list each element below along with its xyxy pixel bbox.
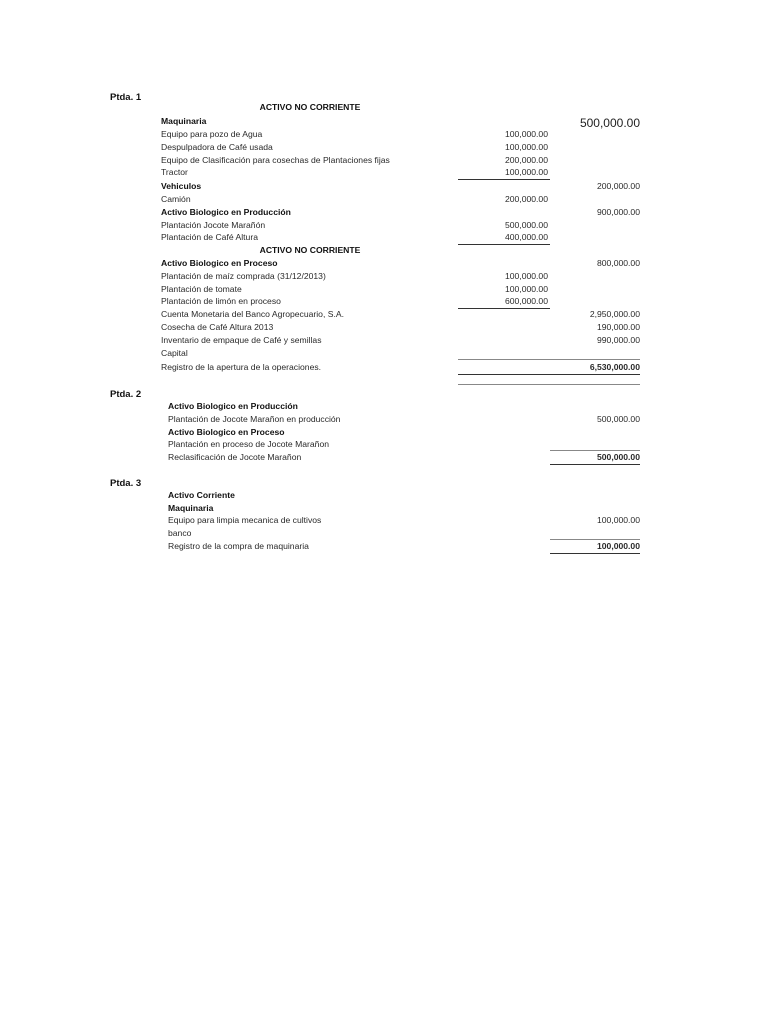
- account-heading: Activo Biologico en Producción: [161, 207, 291, 217]
- account-heading: Activo Biologico en Producción: [168, 401, 298, 411]
- underline: [458, 179, 550, 180]
- account-heading: Activo Biologico en Proceso: [168, 427, 285, 437]
- line-amount: 600,000.00: [504, 296, 548, 306]
- entry-label: Ptda. 3: [110, 478, 142, 489]
- account-total: 200,000.00: [596, 181, 640, 191]
- account-line: Cosecha de Café Altura 2013: [161, 322, 274, 332]
- line-amount: 100,000.00: [504, 271, 548, 281]
- account-heading: Activo Biologico en Proceso: [161, 258, 278, 268]
- account-line: Plantación de tomate: [161, 284, 242, 294]
- account-line: Plantación de Café Altura: [161, 232, 258, 242]
- entry-label: Ptda. 2: [110, 389, 142, 400]
- entry-description: Registro de la apertura de la operaciones.: [161, 362, 322, 372]
- line-amount: 100,000.00: [504, 284, 548, 294]
- entry-label: Ptda. 1: [110, 92, 142, 103]
- account-total: 190,000.00: [596, 322, 640, 332]
- account-total: 100,000.00: [596, 515, 640, 525]
- account-line: Plantación en proceso de Jocote Marañon: [168, 439, 329, 449]
- account-line: Plantación Jocote Marañón: [161, 220, 266, 230]
- account-heading: Vehiculos: [161, 181, 202, 191]
- line-amount: 400,000.00: [504, 232, 548, 242]
- underline: [458, 359, 640, 360]
- account-line: Plantación de limón en proceso: [161, 296, 281, 306]
- account-heading: Maquinaria: [168, 503, 214, 513]
- account-line: Plantación de Jocote Marañon en producción: [168, 414, 341, 424]
- line-amount: 200,000.00: [504, 155, 548, 165]
- account-line: Equipo de Clasificación para cosechas de Plantaciones fijas: [161, 155, 390, 165]
- section-header: ACTIVO NO CORRIENTE: [259, 102, 361, 112]
- section-header: ACTIVO NO CORRIENTE: [259, 245, 361, 255]
- account-heading: Activo Corriente: [168, 490, 235, 500]
- account-line: Equipo para pozo de Agua: [161, 129, 263, 139]
- account-line: Plantación de maíz comprada (31/12/2013): [161, 271, 326, 281]
- account-line: Camión: [161, 194, 191, 204]
- line-amount: 100,000.00: [504, 167, 548, 177]
- account-line: Tractor: [161, 167, 188, 177]
- underline: [550, 464, 640, 465]
- entry-total: 100,000.00: [596, 541, 640, 551]
- account-line: Equipo para limpia mecanica de cultivos: [168, 515, 322, 525]
- account-line: Cuenta Monetaria del Banco Agropecuario, S.A.: [161, 309, 344, 319]
- underline: [458, 244, 550, 245]
- account-line: Capital: [161, 348, 188, 358]
- line-amount: 200,000.00: [504, 194, 548, 204]
- account-line: Despulpadora de Café usada: [161, 142, 273, 152]
- account-total: 800,000.00: [596, 258, 640, 268]
- underline: [550, 450, 640, 451]
- account-total: 2,950,000.00: [589, 309, 640, 319]
- account-heading: Maquinaria: [161, 116, 207, 126]
- underline: [458, 384, 640, 385]
- entry-total: 500,000.00: [596, 452, 640, 462]
- entry-total: 6,530,000.00: [589, 362, 640, 372]
- account-total: 500,000.00: [579, 116, 640, 130]
- account-line: Inventario de empaque de Café y semillas: [161, 335, 322, 345]
- underline: [550, 539, 640, 540]
- underline: [550, 553, 640, 554]
- account-total: 500,000.00: [596, 414, 640, 424]
- account-total: 900,000.00: [596, 207, 640, 217]
- entry-description: Registro de la compra de maquinaria: [168, 541, 309, 551]
- line-amount: 100,000.00: [504, 129, 548, 139]
- account-line: banco: [168, 528, 192, 538]
- entry-description: Reclasificación de Jocote Marañon: [168, 452, 302, 462]
- line-amount: 100,000.00: [504, 142, 548, 152]
- account-total: 990,000.00: [596, 335, 640, 345]
- underline: [458, 374, 640, 375]
- line-amount: 500,000.00: [504, 220, 548, 230]
